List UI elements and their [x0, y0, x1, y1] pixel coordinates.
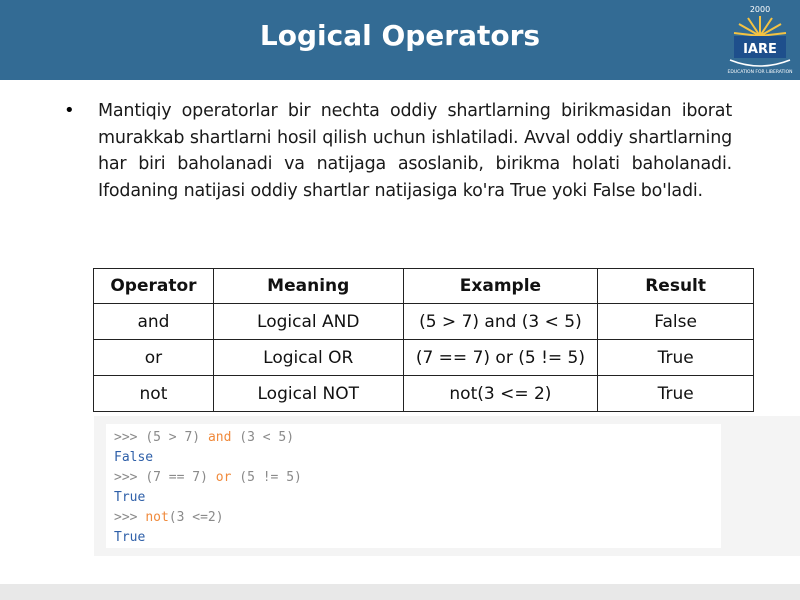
- table-cell: False: [598, 304, 754, 340]
- bullet-dot-icon: •: [64, 100, 75, 121]
- header-meaning: Meaning: [213, 269, 403, 304]
- code-line: >>> not(3 <=2): [114, 510, 224, 525]
- header-operator: Operator: [94, 269, 214, 304]
- code-output-line: True: [114, 490, 146, 505]
- slide-header: [0, 0, 800, 80]
- table-cell: Logical NOT: [213, 376, 403, 412]
- logo-text: IARE: [743, 42, 777, 57]
- table-cell: (5 > 7) and (3 < 5): [403, 304, 598, 340]
- table-cell: Logical OR: [213, 340, 403, 376]
- footer-bar: [0, 584, 800, 600]
- table-cell: or: [94, 340, 214, 376]
- iare-logo-icon: [722, 2, 798, 78]
- table-row: [94, 376, 754, 412]
- table-row: [94, 304, 754, 340]
- bullet-text: Mantiqiy operatorlar bir nechta oddiy shartlarning birikmasidan iborat murakkab shartlarni hosil qilish uchun ishlatiladi. Avval oddiy shartlarning har biri baholanadi va natijaga asoslanib, birikma holati baholanadi. Ifodaning natijasi oddiy shartlar natijasiga ko'ra True yoki False bo'ladi.: [98, 101, 732, 201]
- table-row: [94, 340, 754, 376]
- logo-ribbon: EDUCATION FOR LIBERATION: [727, 70, 793, 75]
- logo-year: 2000: [749, 5, 771, 14]
- table-cell: True: [598, 376, 754, 412]
- code-line: >>> (7 == 7) or (5 != 5): [114, 470, 302, 485]
- table-cell: True: [598, 340, 754, 376]
- table-cell: (7 == 7) or (5 != 5): [403, 340, 598, 376]
- table-cell: not: [94, 376, 214, 412]
- table-cell: Logical AND: [213, 304, 403, 340]
- code-output-line: True: [114, 530, 146, 545]
- code-output-line: False: [114, 450, 154, 465]
- code-line: >>> (5 > 7) and (3 < 5): [114, 430, 295, 445]
- header-result: Result: [598, 269, 754, 304]
- table-cell: and: [94, 304, 214, 340]
- python-console-screenshot: [106, 424, 721, 548]
- header-example: Example: [403, 269, 598, 304]
- table-cell: not(3 <= 2): [403, 376, 598, 412]
- table-header-row: [94, 269, 754, 304]
- operators-table: [93, 268, 754, 412]
- slide-title: Logical Operators: [259, 19, 541, 52]
